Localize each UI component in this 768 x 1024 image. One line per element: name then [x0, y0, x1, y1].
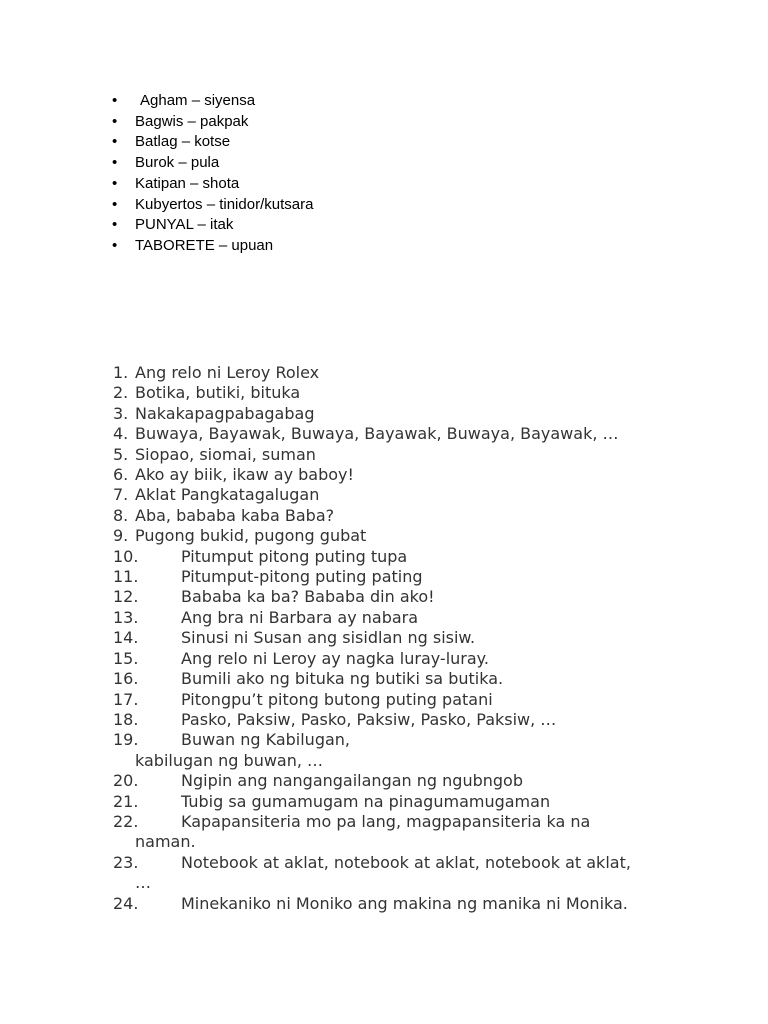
- item-text-continuation: …: [135, 873, 151, 893]
- item-number: 21.: [113, 791, 139, 811]
- vocabulary-item: [111, 215, 671, 236]
- list-item: [113, 506, 673, 526]
- item-text: Pitumput pitong puting tupa: [181, 546, 408, 566]
- item-text: Tubig sa gumamugam na pinagumamugaman: [181, 791, 551, 811]
- item-number: 5.: [113, 444, 129, 464]
- bullet-icon: •: [112, 174, 118, 192]
- list-item: [113, 649, 673, 669]
- list-item: [113, 485, 673, 505]
- vocabulary-item-text: PUNYAL – itak: [135, 216, 234, 234]
- list-item: [113, 771, 673, 791]
- item-text-continuation: naman.: [135, 832, 196, 852]
- bullet-icon: •: [112, 133, 118, 151]
- list-item: [113, 424, 673, 444]
- vocabulary-item: [111, 112, 671, 133]
- item-number: 2.: [113, 383, 129, 403]
- item-number: 8.: [113, 505, 129, 525]
- list-item: [113, 628, 673, 648]
- item-text: Siopao, siomai, suman: [135, 444, 316, 464]
- item-number: 7.: [113, 485, 129, 505]
- list-item: [113, 445, 673, 465]
- item-number: 23.: [113, 852, 139, 872]
- item-text: Bababa ka ba? Bababa din ako!: [181, 587, 435, 607]
- item-number: 11.: [113, 567, 139, 587]
- list-item: [113, 547, 673, 567]
- item-number: 16.: [113, 669, 139, 689]
- item-text: Notebook at aklat, notebook at aklat, notebook at aklat,: [181, 852, 631, 872]
- item-number: 22.: [113, 811, 139, 831]
- list-item: [113, 608, 673, 628]
- list-item: [113, 792, 673, 812]
- vocabulary-item: [111, 132, 671, 153]
- item-text: Pugong bukid, pugong gubat: [135, 526, 367, 546]
- item-text: Bumili ako ng bituka ng butiki sa butika.: [181, 669, 504, 689]
- item-number: 14.: [113, 628, 139, 648]
- list-item: [113, 404, 673, 424]
- item-text: Ang bra ni Barbara ay nabara: [181, 607, 419, 627]
- item-text: Ngipin ang nangangailangan ng ngubngob: [181, 771, 523, 791]
- item-number: 4.: [113, 424, 129, 444]
- bullet-icon: •: [112, 195, 118, 213]
- item-text: Botika, butiki, bituka: [135, 383, 301, 403]
- list-item: [113, 567, 673, 587]
- item-number: 18.: [113, 709, 139, 729]
- item-number: 3.: [113, 403, 129, 423]
- list-item: [113, 812, 673, 853]
- item-number: 19.: [113, 730, 139, 750]
- vocabulary-item-text: Burok – pula: [135, 154, 220, 172]
- item-text: Buwaya, Bayawak, Buwaya, Bayawak, Buwaya, Bayawak, …: [135, 424, 619, 444]
- list-item: [113, 730, 673, 771]
- list-item: [113, 894, 673, 914]
- item-number: 6.: [113, 465, 129, 485]
- list-item: [113, 587, 673, 607]
- vocabulary-list: [111, 91, 671, 257]
- list-item: [113, 526, 673, 546]
- item-number: 15.: [113, 648, 139, 668]
- list-item: [113, 853, 673, 894]
- bullet-icon: •: [112, 112, 118, 130]
- vocabulary-item-text: Katipan – shota: [135, 174, 240, 192]
- vocabulary-item: [111, 195, 671, 216]
- vocabulary-item: [111, 91, 671, 112]
- vocabulary-item: [111, 174, 671, 195]
- tongue-twister-list: [113, 363, 673, 914]
- item-text: Ako ay biik, ikaw ay baboy!: [135, 465, 354, 485]
- list-item: [113, 465, 673, 485]
- list-item: [113, 363, 673, 383]
- item-text: Kapapansiteria mo pa lang, magpapansiteria ka na: [181, 811, 591, 831]
- item-text: Pitumput-pitong puting pating: [181, 567, 423, 587]
- item-number: 9.: [113, 526, 129, 546]
- item-text: Nakakapagpabagabag: [135, 403, 315, 423]
- item-text: Minekaniko ni Moniko ang makina ng manika ni Monika.: [181, 893, 628, 913]
- item-number: 20.: [113, 771, 139, 791]
- vocabulary-item-text: Kubyertos – tinidor/kutsara: [135, 195, 314, 213]
- list-item: [113, 669, 673, 689]
- item-text: Ang relo ni Leroy ay nagka luray-luray.: [181, 648, 489, 668]
- vocabulary-item: [111, 153, 671, 174]
- item-text: Aba, bababa kaba Baba?: [135, 505, 335, 525]
- list-item: [113, 690, 673, 710]
- item-text: Buwan ng Kabilugan,: [181, 730, 351, 750]
- list-item: [113, 383, 673, 403]
- item-number: 13.: [113, 607, 139, 627]
- item-text-continuation: kabilugan ng buwan, …: [135, 750, 324, 770]
- item-number: 17.: [113, 689, 139, 709]
- item-text: Pasko, Paksiw, Pasko, Paksiw, Pasko, Paksiw, …: [181, 709, 557, 729]
- item-number: 12.: [113, 587, 139, 607]
- vocabulary-item: [111, 236, 671, 257]
- vocabulary-item-text: TABORETE – upuan: [135, 236, 274, 254]
- item-text: Sinusi ni Susan ang sisidlan ng sisiw.: [181, 628, 476, 648]
- item-text: Aklat Pangkatagalugan: [135, 485, 320, 505]
- vocabulary-item-text: Batlag – kotse: [135, 133, 231, 151]
- item-number: 10.: [113, 546, 139, 566]
- list-item: [113, 710, 673, 730]
- item-text: Ang relo ni Leroy Rolex: [135, 363, 320, 382]
- bullet-icon: •: [112, 236, 118, 254]
- item-number: 24.: [113, 893, 139, 913]
- item-number: 1.: [113, 363, 129, 382]
- vocabulary-item-text: Agham – siyensa: [140, 92, 256, 109]
- item-text: Pitongpu’t pitong butong puting patani: [181, 689, 493, 709]
- bullet-icon: •: [112, 154, 118, 172]
- bullet-icon: •: [112, 216, 118, 234]
- vocabulary-item-text: Bagwis – pakpak: [135, 112, 249, 130]
- bullet-icon: •: [112, 92, 118, 109]
